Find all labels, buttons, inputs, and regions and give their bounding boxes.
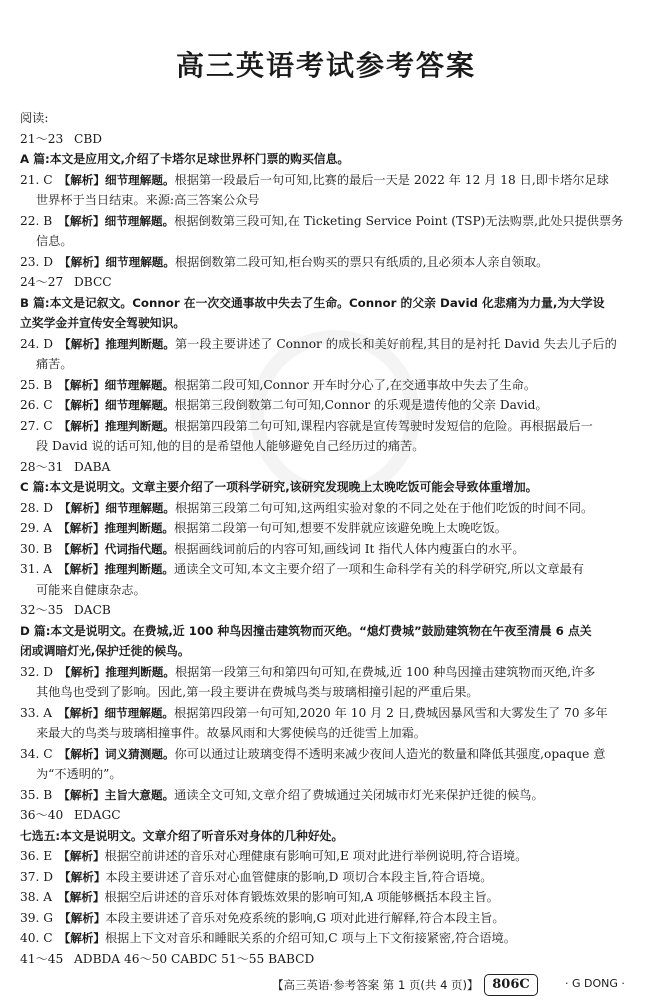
explanation-text: 通读全文可知,文章介绍了费城通过关闭城市灯光来保护迁徙的候鸟。 [174,787,544,802]
explanation-tag: 【解析】推理判断题。 [58,418,175,433]
explanation-line [20,580,640,601]
question-answer: 21. C [20,172,53,187]
question-answer: 31. A [20,562,53,576]
explanation-line [20,887,640,908]
answer-letters: DBCC [74,275,112,289]
passage-summary: D 篇:本文是说明文。在费城,近 100 种鸟因撞击建筑物而灭绝。“熄灯费城”鼓励建筑物在午夜至清晨 6 点关 [20,623,592,638]
explanation-text: 根据倒数第三段可知,在 Ticketing Service Point (TSP)无法购票,此处只提供票务 [174,213,624,228]
explanation-text: 本段主要讲述了音乐对心血管健康的影响,D 项切合本段主旨,符合语境。 [105,869,493,884]
explanation-tag: 【解析】细节理解题。 [58,705,175,720]
answer-key-line [20,272,640,293]
explanation-line [20,846,640,867]
explanation-text: 其他鸟也受到了影响。因此,第一段主要讲在费城鸟类与玻璃相撞引起的严重后果。 [36,685,479,699]
answer-content [20,108,640,969]
question-answer: 39. G [20,910,53,925]
explanation-text: 通读全文可知,本文主要介绍了一项和生命科学有关的科学研究,所以文章最有 [174,562,584,576]
passage-summary: 闭或调暗灯光,保护迁徙的候鸟。 [20,644,190,658]
explanation-text: 世界杯于当日结束。来源:高三答案公众号 [36,193,260,207]
answer-letters: ADBDA 46～50 CABDC 51～55 BABCD [74,951,315,966]
explanation-text: 可能来自健康杂志。 [36,582,146,597]
explanation-text: 根据第三段第二句可知,这两组实验对象的不同之处在于他们吃饭的时间不同。 [174,500,594,515]
explanation-tag: 【解析】 [58,890,105,904]
question-range: 32～35 [20,603,64,617]
reading-label: 阅读: [20,111,49,125]
explanation-tag: 【解析】 [58,849,105,863]
explanation-line [20,908,640,929]
explanation-line [20,395,640,416]
question-answer: 30. B [20,541,53,556]
question-answer: 35. B [20,787,53,802]
question-answer: 32. D [20,664,54,679]
explanation-line [20,375,640,396]
explanation-tag: 【解析】细节理解题。 [59,254,175,269]
explanation-text: 痛苦。 [36,357,73,371]
explanation-tag: 【解析】推理判断题。 [59,664,175,679]
explanation-text: 根据第二段第一句可知,想要不发胖就应该避免晚上太晚吃饭。 [174,521,507,535]
explanation-line [20,559,640,580]
explanation-line [20,662,640,683]
question-answer: 34. C [20,746,53,761]
explanation-text: 来最大的鸟类与玻璃相撞事件。故暴风雨和大雾使候鸟的迁徙雪上加霜。 [36,726,426,740]
explanation-line [20,518,640,539]
passage-summary: A 篇:本文是应用文,介绍了卡塔尔足球世界杯门票的购买信息。 [20,152,350,166]
explanation-line [20,744,640,765]
explanation-text: 根据第一段最后一句可知,比赛的最后一天是 2022 年 12 月 18 日,即卡塔尔足球 [174,172,609,187]
explanation-line [20,334,640,355]
explanation-text: 根据第一段第三句和第四句可知,在费城,近 100 种鸟因撞击建筑物而灭绝,许多 [174,664,596,679]
question-answer: 29. A [20,521,53,535]
publisher-mark: · G DONG · [565,977,625,990]
question-range: 41～45 [20,951,64,966]
answer-key-line [20,805,640,826]
passage-summary: 七选五:本文是说明文。文章介绍了听音乐对身体的几种好处。 [20,828,344,843]
passage-summary: C 篇:本文是说明文。文章主要介绍了一项科学研究,该研究发现晚上太晚吃饭可能会导致体重增加。 [20,480,538,494]
explanation-line [20,416,640,437]
answer-key-line [20,600,640,621]
answer-letters: EDAGC [74,808,121,822]
explanation-tag: 【解析】 [58,931,105,945]
question-range: 28～31 [20,459,64,474]
passage-summary: 立奖学金并宣传安全驾驶知识。 [20,316,186,330]
explanation-line [20,252,640,273]
explanation-text: 根据第二段可知,Connor 开车时分心了,在交通事故中失去了生命。 [174,377,537,392]
explanation-line [20,928,640,949]
answer-key-line [20,949,640,970]
explanation-line [20,170,640,191]
explanation-line [20,703,640,724]
question-range: 21～23 [20,131,64,146]
question-answer: 22. B [20,213,53,228]
explanation-tag: 【解析】 [59,910,106,925]
explanation-tag: 【解析】推理判断题。 [58,521,175,535]
explanation-line [20,785,640,806]
explanation-tag: 【解析】代词指代题。 [58,541,175,556]
explanation-tag: 【解析】主旨大意题。 [58,787,175,802]
answer-letters: DABA [74,459,111,474]
question-answer: 23. D [20,254,54,269]
answer-letters: DACB [74,603,111,617]
explanation-line [20,190,640,211]
explanation-line [20,211,640,232]
explanation-line [20,436,640,457]
explanation-tag: 【解析】细节理解题。 [58,213,175,228]
answer-letters: CBD [74,131,103,146]
explanation-text: 你可以通过让玻璃变得不透明来减少夜间人造光的数量和降低其强度,opaque 意 [174,746,606,761]
question-answer: 25. B [20,377,53,392]
footer-text: 【高三英语·参考答案 第 1 页(共 4 页)】 [272,978,479,992]
explanation-text: 根据倒数第二段可知,柜台购买的票只有纸质的,且必须本人亲自领取。 [174,254,549,269]
question-answer: 27. C [20,418,53,433]
question-answer: 40. C [20,931,53,945]
question-answer: 28. D [20,500,54,515]
explanation-tag: 【解析】细节理解题。 [59,500,175,515]
question-answer: 37. D [20,869,54,884]
explanation-tag: 【解析】词义猜测题。 [58,746,175,761]
explanation-tag: 【解析】细节理解题。 [58,398,175,412]
explanation-text: 根据第四段第二句可知,课程内容就是宣传驾驶时发短信的危险。再根据最后一 [174,418,593,433]
question-answer: 38. A [20,890,53,904]
passage-summary: B 篇:本文是记叙文。Connor 在一次交通事故中失去了生命。Connor 的父亲 David 化悲痛为力量,为大学设 [20,295,605,310]
answer-key-line [20,457,640,478]
explanation-line [20,682,640,703]
question-answer: 24. D [20,336,54,351]
explanation-text: 根据空后讲述的音乐对体育锻炼效果的影响可知,A 项能够概括本段主旨。 [104,890,499,904]
explanation-line [20,723,640,744]
explanation-tag: 【解析】细节理解题。 [58,377,175,392]
explanation-text: 段 David 说的话可知,他的目的是希望他人能够避免自己经历过的痛苦。 [36,439,425,453]
question-answer: 26. C [20,398,53,412]
question-answer: 36. E [20,849,53,863]
explanation-text: 根据画线词前后的内容可知,画线词 It 指代人体内瘦蛋白的水平。 [174,541,525,556]
explanation-line [20,498,640,519]
page-title: 高三英语考试参考答案 [175,49,476,82]
question-answer: 33. A [20,705,53,720]
explanation-line [20,867,640,888]
explanation-tag: 【解析】推理判断题。 [59,336,175,351]
answer-key-line [20,129,640,150]
explanation-line [20,231,640,252]
explanation-text: 第一段主要讲述了 Connor 的成长和美好前程,其目的是衬托 David 失去儿子后的 [174,336,617,351]
question-range: 24～27 [20,275,64,289]
explanation-tag: 【解析】 [59,869,106,884]
explanation-text: 根据空前讲述的音乐对心理健康有影响可知,E 项对此进行举例说明,符合语境。 [104,849,528,863]
explanation-tag: 【解析】细节理解题。 [58,172,175,187]
explanation-text: 本段主要讲述了音乐对免疫系统的影响,G 项对此进行解释,符合本段主旨。 [105,910,505,925]
explanation-text: 为“不透明的”。 [36,767,122,781]
explanation-line [20,539,640,560]
explanation-text: 根据第三段倒数第二句可知,Connor 的乐观是遗传他的父亲 David。 [174,398,548,412]
explanation-tag: 【解析】推理判断题。 [58,562,175,576]
question-range: 36～40 [20,808,64,822]
explanation-text: 根据上下文对音乐和睡眠关系的介绍可知,C 项与上下文衔接紧密,符合语境。 [104,931,516,945]
exam-code-badge: 806C [484,974,538,996]
explanation-line [20,354,640,375]
explanation-line [20,764,640,785]
page-footer [0,974,652,996]
explanation-text: 根据第四段第一句可知,2020 年 10 月 2 日,费城因暴风雪和大雾发生了 70 多年 [174,705,608,720]
explanation-text: 信息。 [36,234,73,248]
